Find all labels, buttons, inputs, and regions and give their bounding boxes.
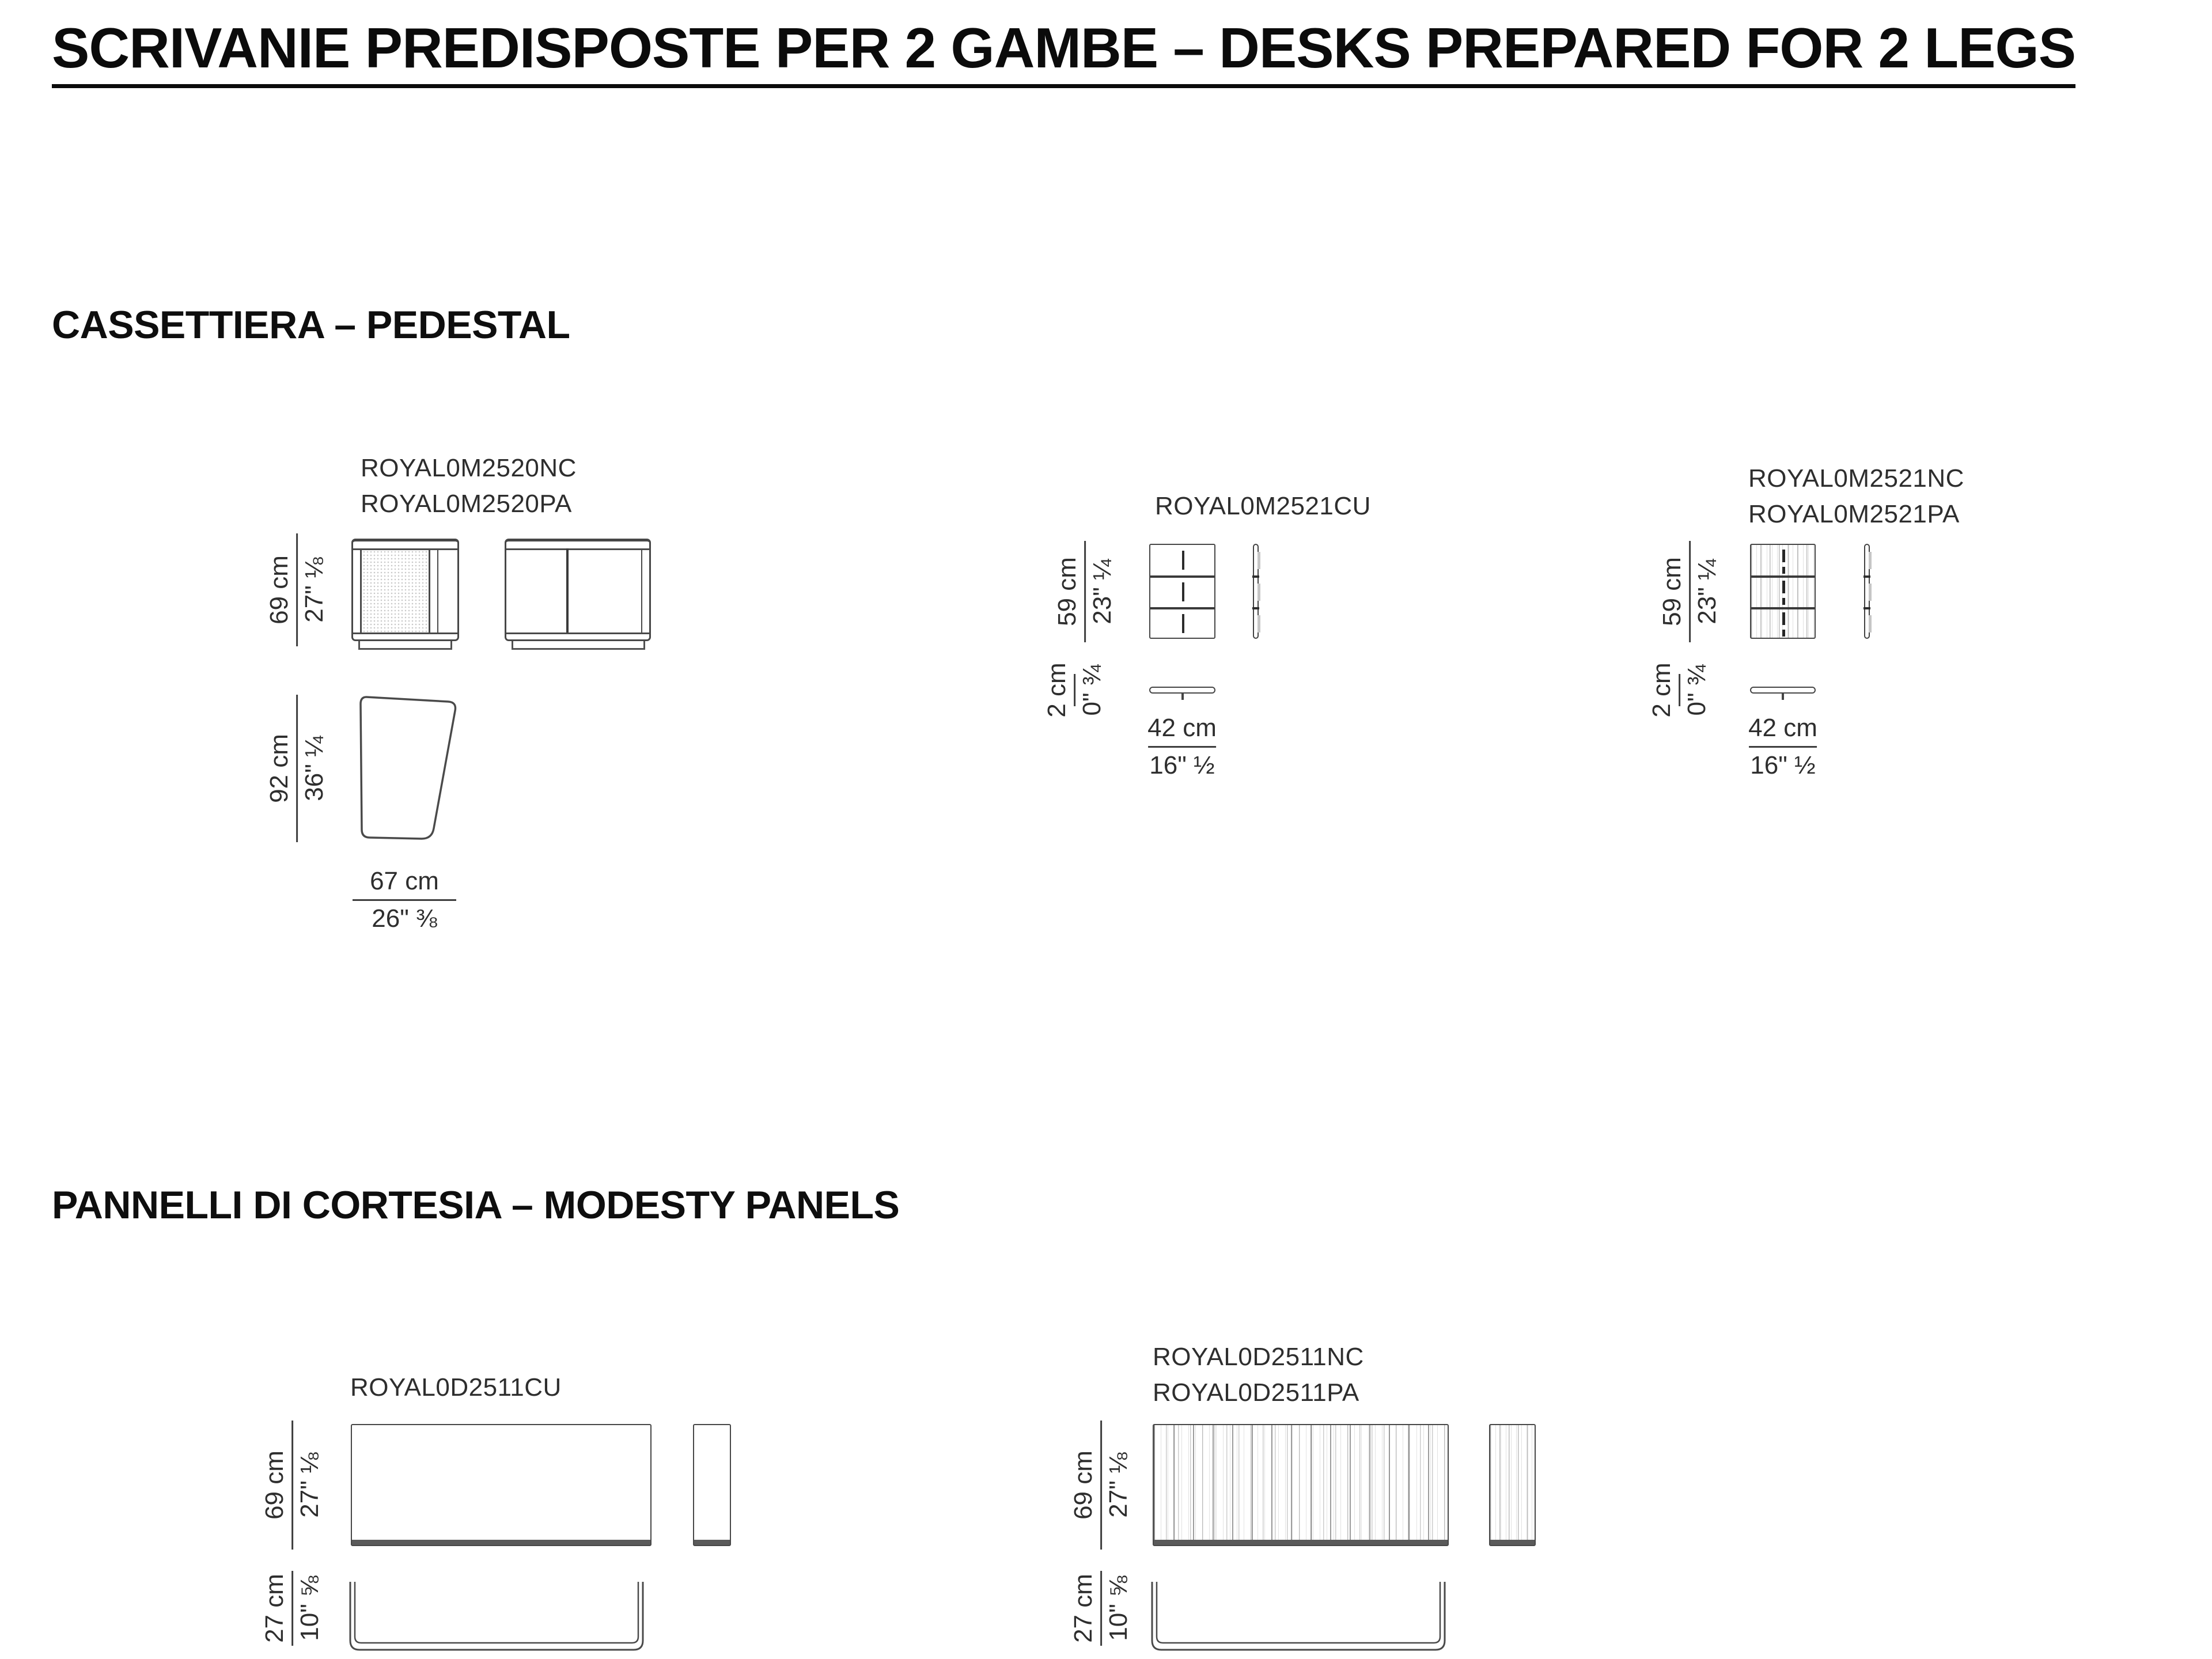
product-code: ROYAL0M2521CU [1155, 492, 1371, 520]
dimension-top-thickness [1043, 662, 1107, 718]
drawer-pull [1182, 614, 1184, 633]
product-code: ROYAL0D2511CU [350, 1373, 562, 1402]
dimension-inches: 10" ⅝ [1104, 1575, 1133, 1641]
section-heading-pedestal: CASSETTIERA – PEDESTAL [52, 303, 570, 347]
door-divider [566, 548, 569, 634]
product-codes-royal0m2521ncpa [1748, 461, 1964, 532]
dimension-line [1085, 541, 1086, 642]
drawer-pull [1182, 551, 1184, 570]
dimension-panel-height [261, 1421, 324, 1550]
product-code: ROYAL0M2520PA [361, 490, 572, 518]
dimension-cm: 59 cm [1053, 557, 1082, 626]
dimension-cm: 27 cm [1069, 1574, 1098, 1643]
dimension-drawerunit-width [1748, 714, 1817, 780]
dimension-line [1101, 1421, 1103, 1550]
pedestal-front-view-b [505, 539, 651, 641]
dimension-cm: 69 cm [260, 1450, 289, 1520]
pedestal-plinth [512, 641, 645, 650]
dimension-inches: 36" ¼ [300, 736, 329, 801]
modesty-panel-cu-top-view [350, 1582, 643, 1650]
section-heading-modesty: PANNELLI DI CORTESIA – MODESTY PANELS [52, 1183, 900, 1227]
modesty-panel-front-view [351, 1424, 652, 1546]
pedestal-plinth [358, 641, 452, 650]
dimension-cm: 92 cm [265, 734, 294, 803]
dimension-drawerunit-height [1658, 541, 1722, 642]
dimension-line [292, 1421, 294, 1550]
drawerunit-front-view-woodgrain [1750, 544, 1816, 639]
page-title [52, 17, 2075, 88]
dimension-inches: 0" ¾ [1683, 664, 1711, 716]
dimension-inches: 16" ½ [1750, 751, 1816, 780]
dimension-line [1679, 674, 1681, 706]
modesty-panel-front-view-woodgrain [1153, 1424, 1449, 1546]
dimension-cm: 69 cm [1069, 1450, 1098, 1520]
dimension-inches: 23" ¼ [1088, 559, 1117, 624]
dimension-pedestal-height [266, 533, 329, 646]
dimension-cm: 59 cm [1658, 557, 1687, 626]
dimension-inches: 10" ⅝ [296, 1575, 324, 1641]
dimension-cm: 42 cm [1147, 714, 1217, 742]
dimension-cm: 27 cm [260, 1574, 289, 1643]
dimension-cm: 42 cm [1748, 714, 1817, 742]
page-title-text: SCRIVANIE PREDISPOSTE PER 2 GAMBE – DESKS PREPARED FOR 2 LEGS [52, 17, 2075, 88]
drawerunit-top-view [1149, 687, 1215, 694]
product-code-royal0d2511cu [350, 1370, 562, 1406]
product-code: ROYAL0D2511NC [1153, 1343, 1364, 1371]
dimension-line [297, 695, 298, 842]
cane-panel-texture [362, 550, 427, 632]
dimension-line [297, 533, 298, 646]
dimension-pedestal-depth [353, 868, 456, 933]
drawer-pull [1782, 550, 1785, 574]
dimension-drawerunit-width [1147, 714, 1217, 780]
dimension-inches: 23" ¼ [1693, 559, 1722, 624]
dimension-pedestal-side-height [266, 695, 329, 842]
dimension-line [292, 1571, 294, 1646]
dimension-panel-height [1070, 1421, 1133, 1550]
product-code: ROYAL0M2520NC [361, 454, 577, 482]
drawer-pull [1782, 612, 1785, 637]
dimension-inches: 27" ⅛ [300, 557, 329, 623]
dimension-cm: 2 cm [1647, 662, 1676, 718]
product-code: ROYAL0M2521NC [1748, 464, 1964, 493]
dimension-line [1690, 541, 1691, 642]
product-code: ROYAL0M2521PA [1748, 500, 1960, 528]
dimension-line [353, 899, 456, 901]
dimension-cm: 67 cm [370, 867, 439, 895]
dimension-cm: 2 cm [1043, 662, 1071, 718]
dimension-panel-depth [261, 1571, 324, 1646]
dimension-inches: 26" ⅜ [372, 904, 437, 933]
drawer-pull [1782, 581, 1785, 605]
drawerunit-side-profile [1253, 544, 1259, 639]
dimension-inches: 27" ⅛ [1104, 1452, 1133, 1518]
drawerunit-top-view [1750, 687, 1816, 694]
drawerunit-side-profile [1864, 544, 1870, 639]
dimension-inches: 16" ½ [1149, 751, 1215, 780]
modesty-panel-ncpa-top-view [1152, 1582, 1445, 1650]
pedestal-front-view-a [351, 539, 459, 641]
dimension-inches: 27" ⅛ [296, 1452, 324, 1518]
dimension-line [1074, 674, 1076, 706]
dimension-top-thickness [1647, 662, 1711, 718]
pedestal-side-view [361, 697, 456, 839]
product-codes-royal0m2520 [361, 450, 577, 522]
product-codes-royal0d2511ncpa [1153, 1339, 1364, 1411]
dimension-cm: 69 cm [265, 555, 294, 624]
modesty-panel-side-view [693, 1424, 731, 1546]
dimension-drawerunit-height [1054, 541, 1117, 642]
dimension-panel-depth [1070, 1571, 1133, 1646]
product-code-royal0m2521cu [1155, 488, 1371, 524]
modesty-panel-side-view-woodgrain [1489, 1424, 1536, 1546]
dimension-line [1101, 1571, 1103, 1646]
drawer-pull [1182, 582, 1184, 601]
dimension-inches: 0" ¾ [1078, 664, 1107, 716]
dimension-line [1148, 746, 1216, 748]
drawerunit-front-view [1149, 544, 1215, 639]
product-code: ROYAL0D2511PA [1153, 1378, 1359, 1407]
dimension-line [1749, 746, 1817, 748]
